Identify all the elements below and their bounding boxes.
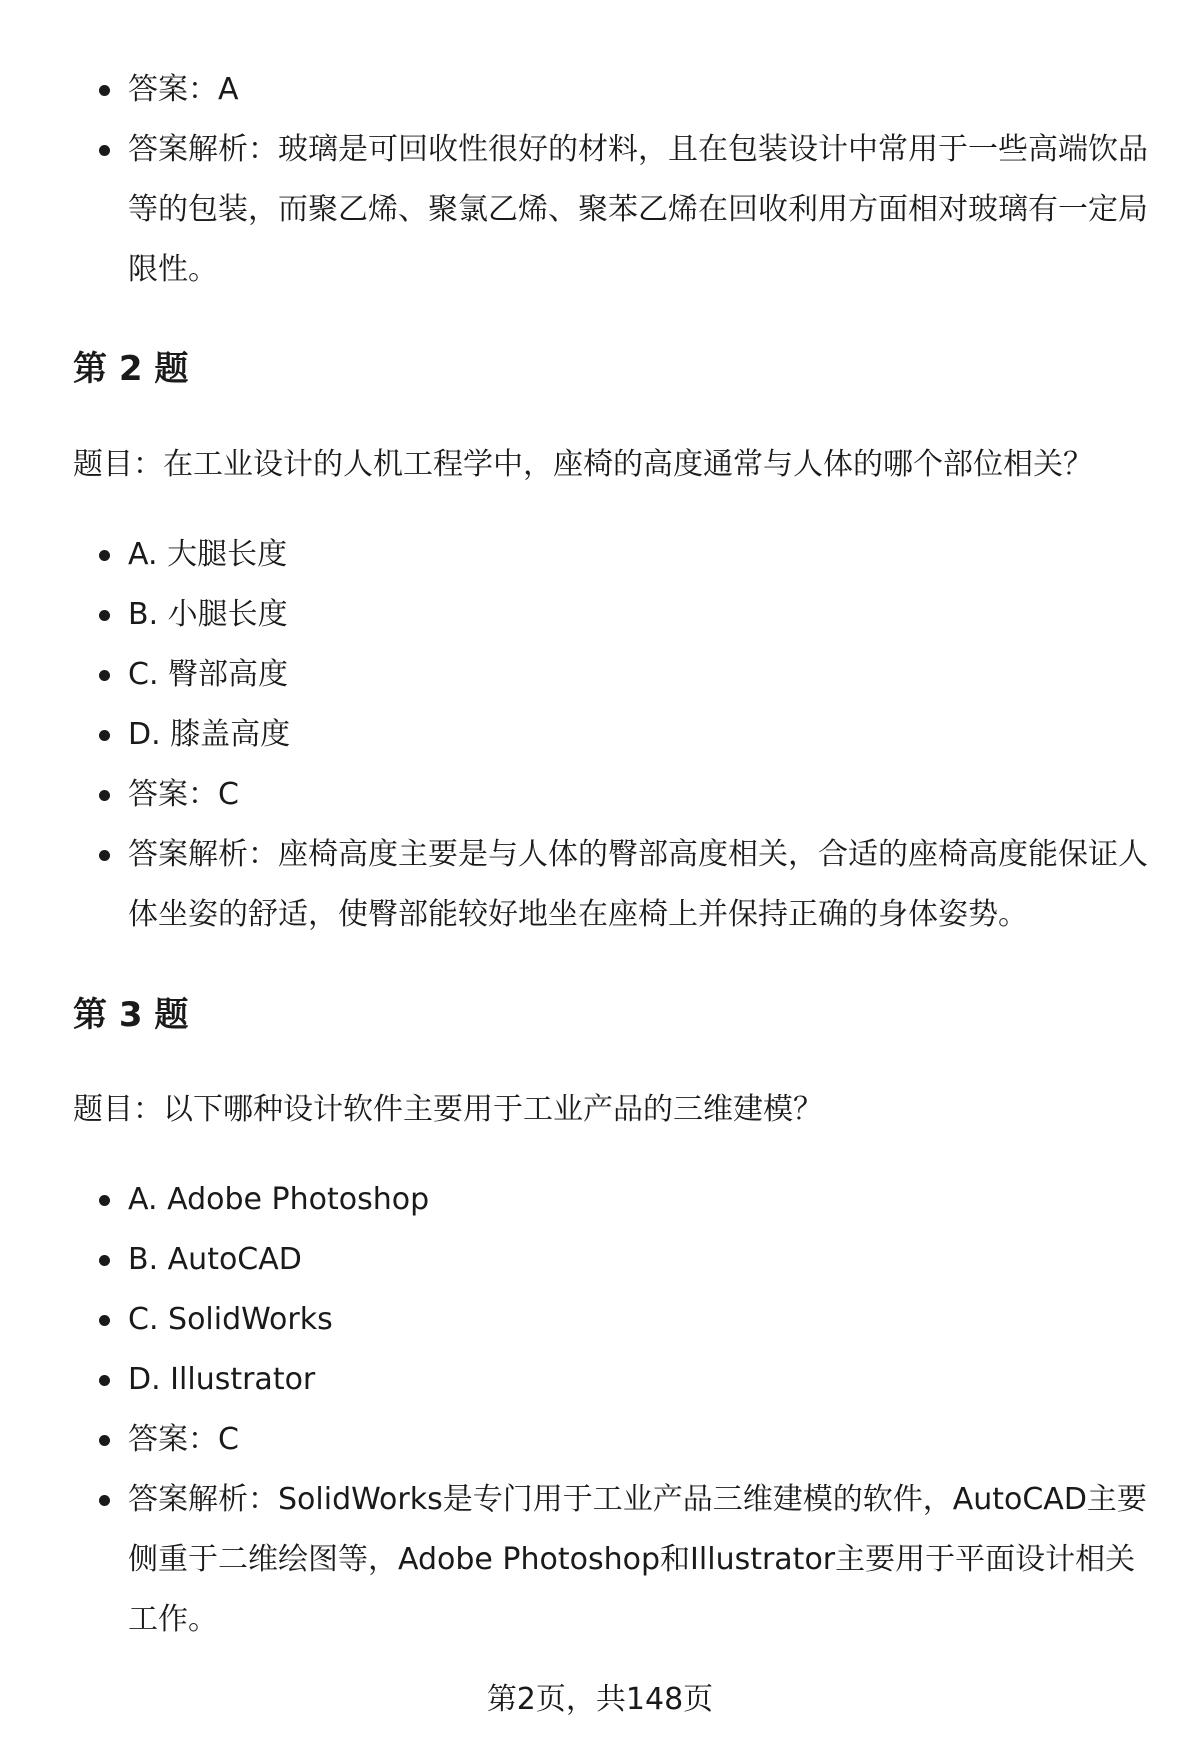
- question-3-option-a: A. Adobe Photoshop: [73, 1170, 1158, 1230]
- question-1-explanation: 答案解析：玻璃是可回收性很好的材料，且在包装设计中常用于一些高端饮品等的包装，而聚乙烯、聚氯乙烯、聚苯乙烯在回收利用方面相对玻璃有一定局限性。: [73, 120, 1158, 300]
- question-2-option-c: C. 臀部高度: [73, 645, 1158, 705]
- question-1-tail-list: [73, 60, 1158, 300]
- question-3-option-b: B. AutoCAD: [73, 1230, 1158, 1290]
- page-number-footer: 第2页，共148页: [486, 1682, 714, 1717]
- question-2-stem: 题目：在工业设计的人机工程学中，座椅的高度通常与人体的哪个部位相关？: [73, 447, 1093, 482]
- question-3-explanation: 答案解析：SolidWorks是专门用于工业产品三维建模的软件，AutoCAD主要侧重于二维绘图等，Adobe Photoshop和Illustrator主要用于平面设计相关工作。: [73, 1470, 1158, 1650]
- question-2-answer: 答案：C: [73, 765, 1158, 825]
- question-2-heading: 第 2 题: [73, 349, 189, 389]
- question-3-option-d: D. Illustrator: [73, 1350, 1158, 1410]
- question-3-option-c: C. SolidWorks: [73, 1290, 1158, 1350]
- question-2-explanation: 答案解析：座椅高度主要是与人体的臀部高度相关，合适的座椅高度能保证人体坐姿的舒适，使臀部能较好地坐在座椅上并保持正确的身体姿势。: [73, 825, 1158, 945]
- question-3-stem: 题目：以下哪种设计软件主要用于工业产品的三维建模？: [73, 1092, 823, 1127]
- question-2-option-d: D. 膝盖高度: [73, 705, 1158, 765]
- question-3-answer: 答案：C: [73, 1410, 1158, 1470]
- question-2-option-b: B. 小腿长度: [73, 585, 1158, 645]
- question-2-list: [73, 525, 1158, 945]
- question-1-answer: 答案：A: [73, 60, 1158, 120]
- question-3-list: [73, 1170, 1158, 1650]
- question-2-option-a: A. 大腿长度: [73, 525, 1158, 585]
- question-3-heading: 第 3 题: [73, 995, 189, 1035]
